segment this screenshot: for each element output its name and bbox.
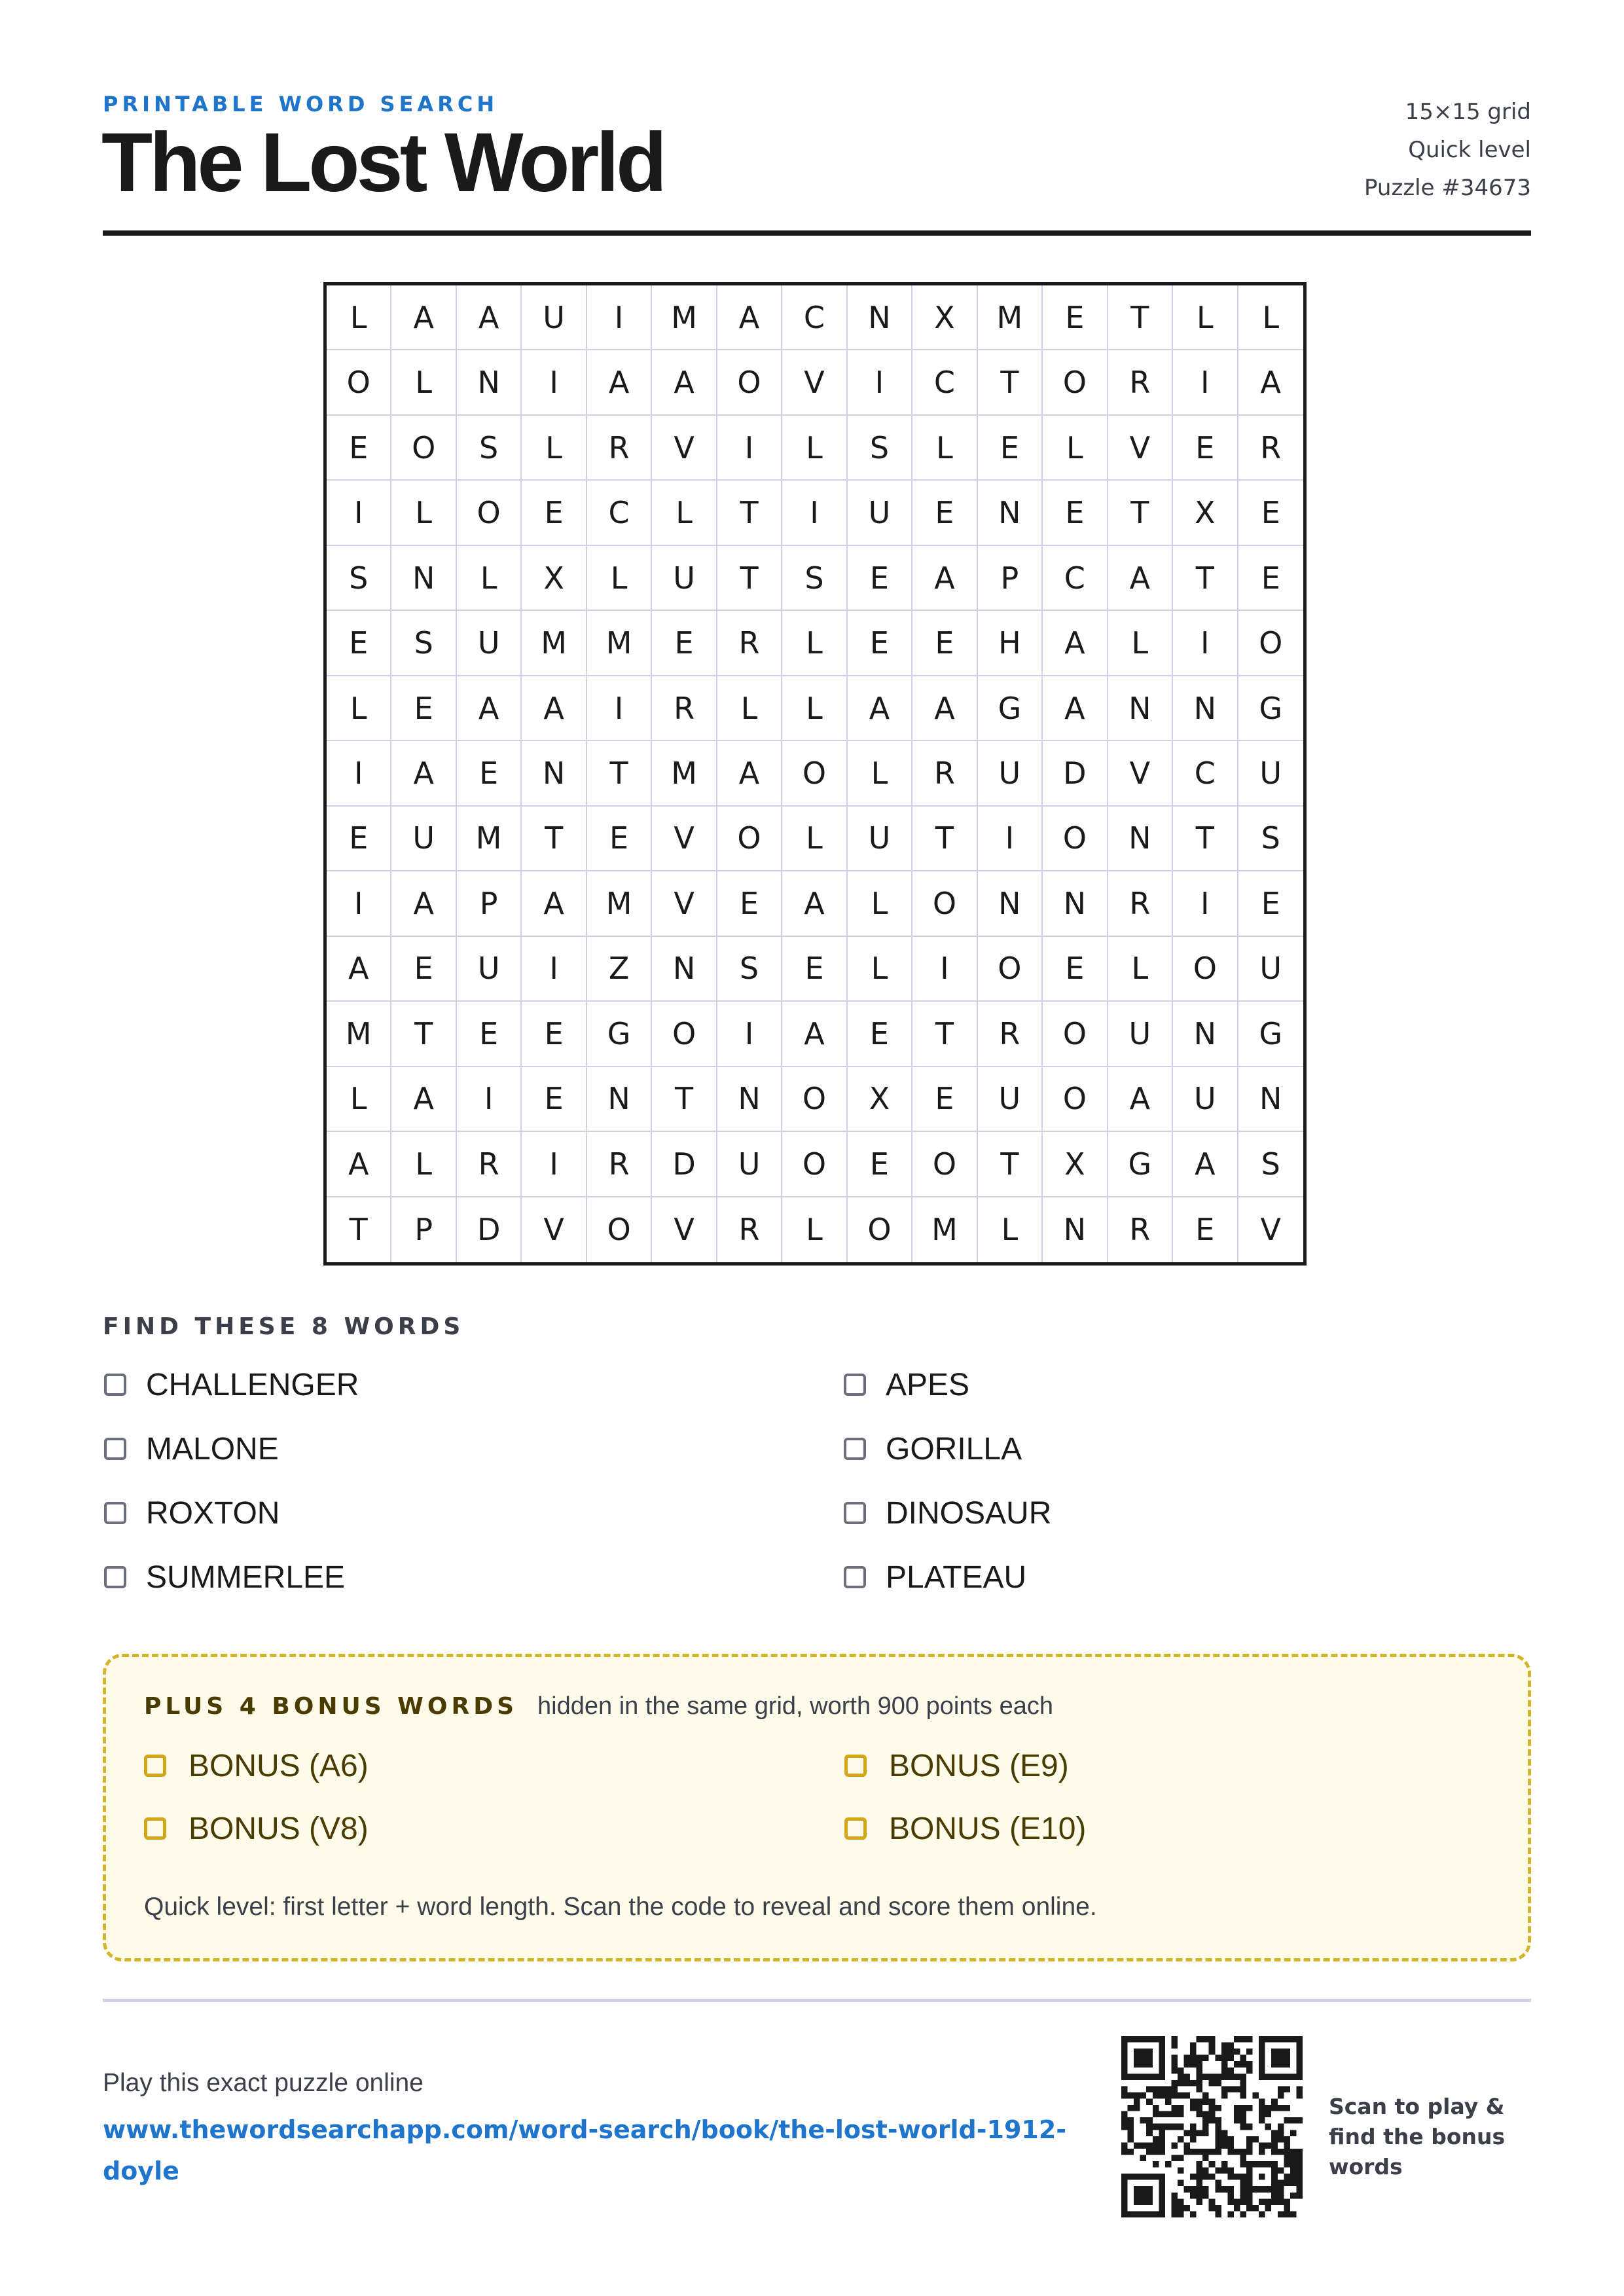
grid-cell[interactable]: T — [717, 481, 782, 545]
grid-cell[interactable]: N — [1108, 676, 1173, 741]
grid-cell[interactable]: V — [1260, 1212, 1281, 1248]
grid-cell[interactable]: P — [978, 546, 1043, 611]
footer-divider — [103, 1999, 1531, 2002]
grid-cell[interactable]: C — [912, 350, 977, 415]
grid-cell[interactable]: A — [652, 350, 717, 415]
grid-cell[interactable]: S — [327, 546, 391, 611]
grid-cell[interactable]: I — [522, 350, 586, 415]
grid-cell[interactable]: E — [1173, 1197, 1238, 1262]
grid-cell[interactable]: O — [717, 350, 782, 415]
bonus-subheading: hidden in the same grid, worth 900 points each — [537, 1692, 1053, 1720]
word-list-item[interactable] — [842, 1432, 1531, 1465]
grid-cell[interactable]: D — [1043, 741, 1108, 806]
grid-cell[interactable]: A — [391, 285, 456, 350]
find-words-heading: FIND THESE 8 WORDS — [103, 1313, 465, 1340]
grid-cell[interactable]: L — [848, 741, 912, 806]
grid-cell[interactable]: O — [978, 937, 1043, 1002]
grid-cell[interactable]: T — [652, 1067, 717, 1132]
bonus-word-item[interactable] — [144, 1749, 844, 1783]
grid-cell[interactable]: U — [848, 807, 912, 871]
grid-cell[interactable]: O — [912, 1132, 977, 1197]
grid-cell[interactable]: E — [717, 871, 782, 936]
grid-cell[interactable]: U — [391, 807, 456, 871]
grid-cell[interactable]: T — [391, 1002, 456, 1066]
grid-cell[interactable]: S — [457, 416, 522, 481]
grid-cell[interactable]: N — [1173, 676, 1238, 741]
grid-cell[interactable]: E — [912, 1067, 977, 1132]
grid-cell[interactable]: R — [587, 1132, 652, 1197]
word-list-item[interactable] — [842, 1561, 1531, 1594]
grid-cell[interactable]: L — [782, 611, 847, 676]
word-label: PLATEAU — [886, 1559, 1027, 1595]
grid-cell[interactable]: E — [978, 416, 1043, 481]
grid-cell[interactable]: L — [848, 937, 912, 1002]
grid-cell[interactable]: L — [327, 676, 391, 741]
grid-cell[interactable]: R — [587, 416, 652, 481]
grid-cell[interactable]: L — [1108, 611, 1173, 676]
checkbox-icon[interactable] — [844, 1566, 866, 1588]
grid-cell[interactable]: I — [1173, 611, 1238, 676]
bonus-word-label: BONUS (E10) — [889, 1811, 1087, 1846]
grid-cell[interactable]: E — [1043, 481, 1108, 545]
header-divider — [103, 230, 1531, 236]
grid-cell[interactable]: G — [1238, 676, 1303, 741]
grid-cell[interactable]: U — [1108, 1002, 1173, 1066]
word-list-item[interactable] — [103, 1432, 842, 1465]
page-title: The Lost World — [101, 116, 664, 210]
grid-cell[interactable]: E — [782, 937, 847, 1002]
grid-cell[interactable]: E — [391, 676, 456, 741]
grid-cell[interactable]: S — [391, 611, 456, 676]
grid-cell[interactable]: L — [782, 1197, 847, 1262]
grid-cell[interactable]: A — [912, 676, 977, 741]
grid-cell[interactable]: T — [327, 1197, 391, 1262]
grid-cell[interactable]: X — [522, 546, 586, 611]
grid-cell[interactable]: T — [912, 1002, 977, 1066]
grid-cell[interactable]: U — [848, 481, 912, 545]
word-list-item[interactable] — [103, 1497, 842, 1529]
grid-cell[interactable]: O — [587, 1197, 652, 1262]
grid-cell[interactable]: G — [1108, 1132, 1173, 1197]
grid-cell[interactable]: O — [1238, 611, 1303, 676]
grid-cell[interactable]: V — [1108, 416, 1173, 481]
grid-cell[interactable]: A — [717, 285, 782, 350]
grid-cell[interactable]: V — [652, 871, 717, 936]
grid-cell[interactable]: O — [912, 871, 977, 936]
grid-cell[interactable]: T — [978, 1132, 1043, 1197]
grid-cell[interactable]: E — [1043, 285, 1108, 350]
grid-cell[interactable]: O — [1173, 937, 1238, 1002]
bonus-note: Quick level: first letter + word length. Scan the code to reveal and score them online. — [144, 1893, 1097, 1921]
grid-cell[interactable]: L — [978, 1197, 1043, 1262]
grid-cell[interactable]: R — [1108, 1197, 1173, 1262]
grid-cell[interactable]: M — [327, 1002, 391, 1066]
grid-cell[interactable]: O — [782, 1067, 847, 1132]
grid-cell[interactable]: M — [457, 807, 522, 871]
grid-cell[interactable]: A — [587, 350, 652, 415]
grid-cell[interactable]: O — [457, 481, 522, 545]
grid-cell[interactable]: V — [782, 350, 847, 415]
grid-cell[interactable]: L — [391, 350, 456, 415]
grid-size-label: 15×15 grid — [1405, 99, 1531, 125]
grid-cell[interactable]: E — [457, 741, 522, 806]
grid-cell[interactable]: O — [391, 416, 456, 481]
grid-cell[interactable]: O — [1043, 350, 1108, 415]
puzzle-meta — [1204, 93, 1531, 207]
grid-cell[interactable]: L — [717, 676, 782, 741]
grid-cell[interactable]: U — [522, 285, 586, 350]
grid-cell[interactable]: I — [1173, 871, 1238, 936]
word-label: DINOSAUR — [886, 1495, 1052, 1531]
grid-cell[interactable]: E — [391, 937, 456, 1002]
bonus-word-label: BONUS (A6) — [189, 1748, 369, 1783]
checkbox-icon[interactable] — [844, 1817, 867, 1840]
grid-cell[interactable]: E — [848, 1002, 912, 1066]
grid-cell[interactable]: A — [717, 741, 782, 806]
grid-cell[interactable]: T — [1173, 546, 1238, 611]
checkbox-icon[interactable] — [144, 1755, 166, 1777]
word-list-item[interactable] — [842, 1368, 1531, 1401]
grid-cell[interactable]: P — [457, 871, 522, 936]
grid-cell[interactable]: L — [848, 871, 912, 936]
word-label: GORILLA — [886, 1431, 1022, 1467]
grid-cell[interactable]: A — [327, 937, 391, 1002]
bonus-heading: PLUS 4 BONUS WORDS — [144, 1693, 518, 1720]
grid-cell[interactable]: L — [1043, 416, 1108, 481]
word-list-item[interactable] — [103, 1368, 842, 1401]
grid-cell[interactable]: T — [978, 350, 1043, 415]
grid-cell[interactable]: L — [391, 1132, 456, 1197]
grid-cell[interactable]: M — [522, 611, 586, 676]
grid-cell[interactable]: L — [391, 481, 456, 545]
grid-cell[interactable]: I — [522, 937, 586, 1002]
grid-cell[interactable]: A — [782, 1002, 847, 1066]
puzzle-url-link[interactable]: www.thewordsearchapp.com/word-search/book/the-lost-world-1912-doyle — [103, 2115, 1067, 2185]
grid-cell[interactable]: A — [327, 1132, 391, 1197]
grid-cell[interactable]: N — [391, 546, 456, 611]
bonus-word-list — [144, 1749, 1492, 1846]
grid-cell[interactable]: L — [327, 1067, 391, 1132]
word-label: MALONE — [146, 1431, 279, 1467]
grid-cell[interactable]: A — [391, 741, 456, 806]
grid-cell[interactable]: A — [457, 285, 522, 350]
grid-cell[interactable]: N — [522, 741, 586, 806]
grid-cell[interactable]: L — [782, 416, 847, 481]
grid-cell[interactable]: U — [1238, 937, 1303, 1002]
grid-cell[interactable]: H — [978, 611, 1043, 676]
grid-cell[interactable]: E — [1173, 416, 1238, 481]
grid-cell[interactable]: E — [587, 807, 652, 871]
grid-cell[interactable]: E — [522, 1067, 586, 1132]
grid-cell[interactable]: A — [848, 676, 912, 741]
grid-cell[interactable]: C — [1173, 741, 1238, 806]
grid-cell[interactable]: C — [782, 285, 847, 350]
grid-cell[interactable]: T — [717, 546, 782, 611]
grid-cell[interactable]: E — [327, 416, 391, 481]
grid-cell[interactable]: E — [1238, 546, 1303, 611]
grid-cell[interactable]: A — [391, 871, 456, 936]
grid-cell[interactable]: E — [1238, 481, 1303, 545]
grid-cell[interactable]: O — [1043, 1002, 1108, 1066]
grid-cell[interactable]: U — [457, 937, 522, 1002]
word-list-item[interactable] — [842, 1497, 1531, 1529]
grid-cell[interactable]: P — [391, 1197, 456, 1262]
grid-cell[interactable]: I — [978, 807, 1043, 871]
grid-cell[interactable]: A — [1108, 1067, 1173, 1132]
grid-cell[interactable]: R — [717, 1197, 782, 1262]
checkbox-icon[interactable] — [104, 1566, 126, 1588]
word-label: ROXTON — [146, 1495, 280, 1531]
grid-cell[interactable]: O — [327, 350, 391, 415]
grid-cell[interactable]: N — [1043, 871, 1108, 936]
grid-cell[interactable]: L — [1173, 285, 1238, 350]
grid-cell[interactable]: E — [848, 1132, 912, 1197]
checkbox-icon[interactable] — [144, 1817, 166, 1840]
bonus-panel — [103, 1654, 1531, 1961]
grid-cell[interactable]: R — [1238, 416, 1303, 481]
grid-cell[interactable]: U — [717, 1132, 782, 1197]
grid-cell[interactable]: A — [782, 871, 847, 936]
grid-cell[interactable]: S — [782, 546, 847, 611]
grid-cell[interactable]: M — [652, 285, 717, 350]
bonus-word-item[interactable] — [844, 1812, 1492, 1846]
grid-cell[interactable]: T — [1173, 807, 1238, 871]
grid-cell[interactable]: O — [848, 1197, 912, 1262]
grid-cell[interactable]: M — [652, 741, 717, 806]
grid-cell[interactable]: S — [848, 416, 912, 481]
grid-cell[interactable]: L — [327, 285, 391, 350]
grid-cell[interactable]: I — [848, 350, 912, 415]
grid-cell[interactable]: R — [652, 676, 717, 741]
grid-cell[interactable]: A — [391, 1067, 456, 1132]
grid-cell[interactable]: L — [782, 807, 847, 871]
grid-cell[interactable]: I — [1173, 350, 1238, 415]
grid-cell[interactable]: L — [782, 676, 847, 741]
grid-cell[interactable]: U — [652, 546, 717, 611]
grid-cell[interactable]: D — [457, 1197, 522, 1262]
grid-cell[interactable]: U — [978, 1067, 1043, 1132]
grid-cell[interactable]: G — [978, 676, 1043, 741]
grid-cell[interactable]: N — [587, 1067, 652, 1132]
grid-cell[interactable]: T — [587, 741, 652, 806]
puzzle-id-label: Puzzle #34673 — [1364, 175, 1531, 201]
grid-cell[interactable]: S — [717, 937, 782, 1002]
grid-cell[interactable]: E — [1238, 871, 1303, 936]
grid-cell[interactable]: L — [587, 546, 652, 611]
grid-cell[interactable]: I — [327, 741, 391, 806]
bonus-word-label: BONUS (V8) — [189, 1811, 369, 1846]
level-label: Quick level — [1408, 137, 1531, 163]
grid-cell[interactable]: R — [1108, 350, 1173, 415]
grid-cell[interactable]: N — [1173, 1002, 1238, 1066]
grid-cell[interactable]: I — [587, 676, 652, 741]
grid-cell[interactable]: V — [652, 807, 717, 871]
grid-cell[interactable]: O — [1043, 807, 1108, 871]
checkbox-icon[interactable] — [844, 1502, 866, 1524]
qr-code-icon[interactable] — [1121, 2036, 1303, 2217]
checkbox-icon[interactable] — [104, 1374, 126, 1396]
checkbox-icon[interactable] — [104, 1502, 126, 1524]
grid-cell[interactable]: R — [912, 741, 977, 806]
grid-cell[interactable]: E — [327, 807, 391, 871]
grid-cell[interactable]: N — [1043, 1197, 1108, 1262]
grid-cell[interactable]: T — [1108, 481, 1173, 545]
grid-cell[interactable]: R — [1108, 871, 1173, 936]
word-label: APES — [886, 1367, 970, 1402]
bonus-word-item[interactable] — [844, 1749, 1492, 1783]
grid-cell[interactable]: E — [457, 1002, 522, 1066]
grid-cell[interactable]: V — [652, 416, 717, 481]
grid-cell[interactable]: N — [457, 350, 522, 415]
grid-cell[interactable]: E — [848, 546, 912, 611]
grid-cell[interactable]: G — [1238, 1002, 1303, 1066]
grid-cell[interactable]: M — [587, 871, 652, 936]
grid-cell[interactable]: E — [652, 611, 717, 676]
grid-cell[interactable]: A — [522, 871, 586, 936]
word-list-item[interactable] — [103, 1561, 842, 1594]
grid-cell[interactable]: U — [1173, 1067, 1238, 1132]
grid-cell[interactable]: G — [587, 1002, 652, 1066]
grid-cell[interactable]: L — [1238, 285, 1303, 350]
grid-cell[interactable]: I — [327, 481, 391, 545]
letter-grid[interactable] — [323, 282, 1307, 1266]
grid-cell[interactable]: V — [652, 1197, 717, 1262]
play-online-label: Play this exact puzzle online — [103, 2069, 424, 2097]
grid-cell[interactable]: S — [1238, 1132, 1303, 1197]
grid-cell[interactable]: A — [912, 546, 977, 611]
grid-cell[interactable]: U — [457, 611, 522, 676]
grid-cell[interactable]: I — [717, 1002, 782, 1066]
grid-cell[interactable]: I — [587, 285, 652, 350]
grid-cell[interactable]: I — [457, 1067, 522, 1132]
grid-cell[interactable]: L — [522, 416, 586, 481]
grid-cell[interactable]: O — [782, 741, 847, 806]
grid-cell[interactable]: T — [522, 807, 586, 871]
grid-cell[interactable]: A — [457, 676, 522, 741]
grid-cell[interactable]: I — [782, 481, 847, 545]
grid-cell[interactable]: X — [848, 1067, 912, 1132]
checkbox-icon[interactable] — [844, 1374, 866, 1396]
bonus-word-label: BONUS (E9) — [889, 1748, 1069, 1783]
grid-cell[interactable]: M — [978, 285, 1043, 350]
grid-cell[interactable]: C — [587, 481, 652, 545]
grid-cell[interactable]: R — [717, 611, 782, 676]
grid-cell[interactable]: S — [1238, 807, 1303, 871]
grid-cell[interactable]: E — [522, 1002, 586, 1066]
grid-cell[interactable]: T — [912, 807, 977, 871]
grid-cell[interactable]: L — [912, 416, 977, 481]
grid-cell[interactable]: E — [522, 481, 586, 545]
grid-cell[interactable]: D — [652, 1132, 717, 1197]
grid-cell[interactable]: A — [1108, 546, 1173, 611]
word-list — [103, 1368, 1531, 1594]
grid-cell[interactable]: A — [1043, 676, 1108, 741]
grid-cell[interactable]: R — [457, 1132, 522, 1197]
grid-cell[interactable]: I — [912, 937, 977, 1002]
checkbox-icon[interactable] — [104, 1438, 126, 1460]
grid-cell[interactable]: U — [978, 741, 1043, 806]
grid-cell[interactable]: L — [457, 546, 522, 611]
bonus-header — [144, 1692, 1053, 1721]
grid-cell[interactable]: A — [1043, 611, 1108, 676]
grid-cell[interactable]: X — [1173, 481, 1238, 545]
grid-cell[interactable]: I — [522, 1132, 586, 1197]
grid-cell[interactable]: I — [717, 416, 782, 481]
checkbox-icon[interactable] — [844, 1755, 867, 1777]
grid-cell[interactable]: L — [652, 481, 717, 545]
grid-cell[interactable]: E — [1043, 937, 1108, 1002]
grid-cell[interactable]: N — [1238, 1067, 1303, 1132]
grid-cell[interactable]: R — [978, 1002, 1043, 1066]
bonus-word-item[interactable] — [144, 1812, 844, 1846]
grid-cell[interactable]: X — [1043, 1132, 1108, 1197]
grid-cell[interactable]: N — [848, 285, 912, 350]
grid-cell[interactable]: T — [1108, 285, 1173, 350]
grid-cell[interactable]: A — [1173, 1132, 1238, 1197]
grid-cell[interactable]: E — [327, 611, 391, 676]
grid-cell[interactable]: E — [912, 611, 977, 676]
grid-cell[interactable]: O — [1043, 1067, 1108, 1132]
grid-cell[interactable]: N — [978, 871, 1043, 936]
grid-cell[interactable]: M — [587, 611, 652, 676]
grid-cell[interactable]: O — [717, 807, 782, 871]
grid-cell[interactable]: Z — [587, 937, 652, 1002]
checkbox-icon[interactable] — [844, 1438, 866, 1460]
word-label: CHALLENGER — [146, 1367, 359, 1402]
grid-cell[interactable]: X — [912, 285, 977, 350]
grid-cell[interactable]: O — [782, 1132, 847, 1197]
word-label: SUMMERLEE — [146, 1559, 346, 1595]
grid-cell[interactable]: N — [978, 481, 1043, 545]
grid-cell[interactable]: V — [1108, 741, 1173, 806]
grid-cell[interactable]: I — [327, 871, 391, 936]
grid-cell[interactable]: A — [522, 676, 586, 741]
scan-caption: Scan to play & find the bonus words — [1329, 2094, 1506, 2179]
grid-cell[interactable]: N — [717, 1067, 782, 1132]
grid-cell[interactable]: M — [912, 1197, 977, 1262]
grid-cell[interactable]: N — [652, 937, 717, 1002]
grid-cell[interactable]: U — [1238, 741, 1303, 806]
grid-cell[interactable]: E — [912, 481, 977, 545]
grid-cell[interactable]: E — [848, 611, 912, 676]
grid-cell[interactable]: C — [1043, 546, 1108, 611]
grid-cell[interactable]: L — [1108, 937, 1173, 1002]
grid-cell[interactable]: N — [1108, 807, 1173, 871]
grid-cell[interactable]: V — [522, 1197, 586, 1262]
grid-cell[interactable]: O — [652, 1002, 717, 1066]
grid-cell[interactable]: A — [1238, 350, 1303, 415]
page-kicker: PRINTABLE WORD SEARCH — [103, 92, 499, 117]
